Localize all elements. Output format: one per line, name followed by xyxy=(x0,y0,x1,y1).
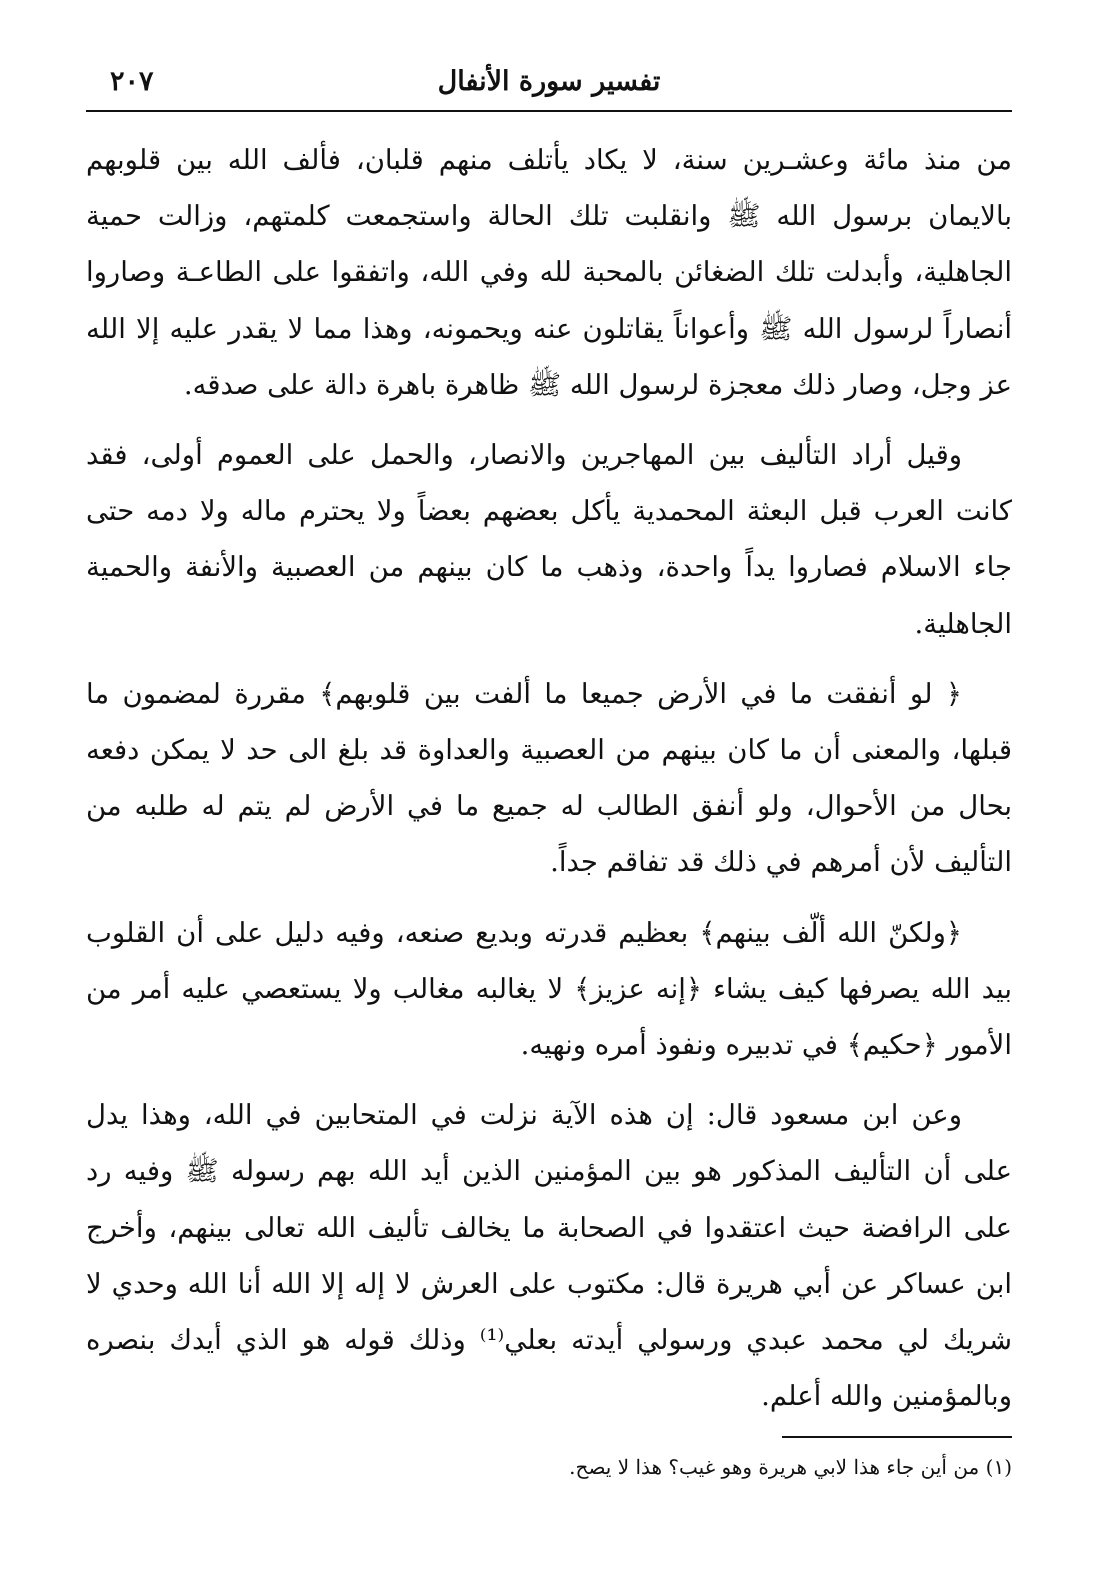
paragraph: وقيل أراد التأليف بين المهاجرين والانصار، والحمل على العموم أولى، فقد كانت العرب قبل البعثة المحمدية يأكل بعضهم بعضاً ولا يحترم ماله ولا دمه حتى جاء الاسلام فصاروا يداً واحدة، وذهب ما كان بينهم من العصبية والأنفة والحمية الجاهلية. xyxy=(86,439,1012,640)
book-page xyxy=(86,60,1012,1540)
paragraph: ﴿ لو أنفقت ما في الأرض جميعا ما ألفت بين قلوبهم﴾ مقررة لمضمون ما قبلها، والمعنى أن ما كان بينهم من العصبية والعداوة قد بلغ الى حد لا يمكن دفعه بحال من الأحوال، ولو أنفق الطالب له جميع ما في الأرض لم يتم له طلبه من التأليف لأن أمرهم في ذلك قد تفاقم جداً. xyxy=(86,677,1012,879)
page-header xyxy=(86,60,1012,112)
running-title: تفسير سورة الأنفال xyxy=(437,66,661,97)
footnotes xyxy=(86,1436,1012,1482)
page-number: ٢٠٧ xyxy=(110,66,154,97)
paragraph: وعن ابن مسعود قال: إن هذه الآية نزلت في المتحابين في الله، وهذا يدل على أن التأليف المذكور هو بين المؤمنين الذين أيد الله بهم رسوله ﷺ وفيه رد على الرافضة حيث اعتقدوا في الصحابة ما يخالف تأليف الله تعالى بينهم، وأخرج ابن عساكر عن أبي هريرة قال: مكتوب على العرش لا إله إلا الله أنا الله وحدي لا شريك لي محمد عبدي ورسولي أيدته بعلي⁽¹⁾ وذلك قوله هو الذي أيدك بنصره وبالمؤمنين والله أعلم. xyxy=(86,1099,1012,1413)
paragraph: ﴿ولكنّ الله ألّف بينهم﴾ بعظيم قدرته وبديع صنعه، وفيه دليل على أن القلوب بيد الله يصرفها كيف يشاء ﴿إنه عزيز﴾ لا يغالبه مغالب ولا يستعصي عليه أمر من الأمور ﴿حكيم﴾ في تدبيره ونفوذ أمره ونهيه. xyxy=(86,916,1012,1062)
footnote: (١) من أين جاء هذا لابي هريرة وهو غيب؟ هذا لا يصح. xyxy=(569,1455,1012,1479)
main-text xyxy=(86,132,1012,1424)
paragraph: من منذ مائة وعشـرين سنة، لا يكاد يأتلف منهم قلبان، فألف الله بين قلوبهم بالايمان برسول الله ﷺ وانقلبت تلك الحالة واستجمعت كلمتهم، وزالت حمية الجاهلية، وأبدلت تلك الضغائن بالمحبة لله وفي الله، واتفقوا على الطاعـة وصاروا أنصاراً لرسول الله ﷺ وأعواناً يقاتلون عنه ويحمونه، وهذا مما لا يقدر عليه إلا الله عز وجل، وصار ذلك معجزة لرسول الله ﷺ ظاهرة باهرة دالة على صدقه. xyxy=(86,144,1012,401)
footnote-divider xyxy=(782,1436,1012,1438)
